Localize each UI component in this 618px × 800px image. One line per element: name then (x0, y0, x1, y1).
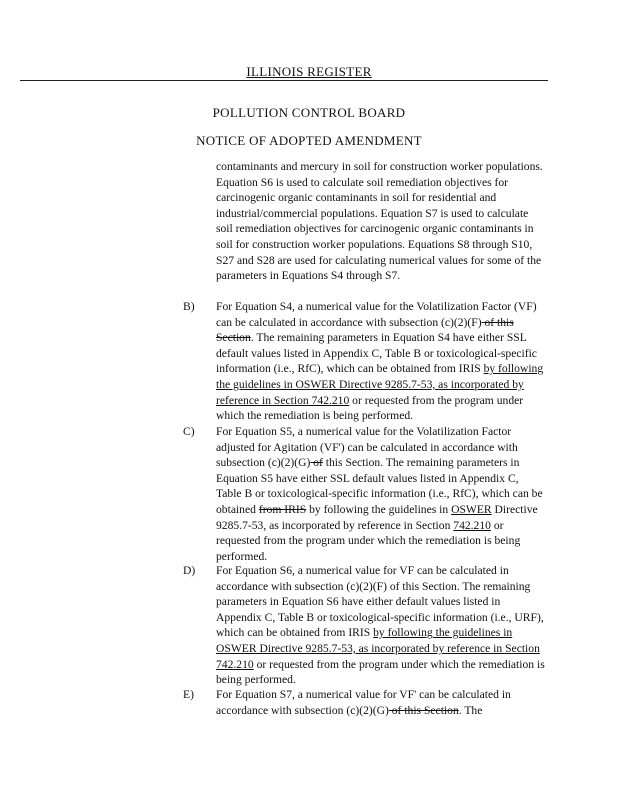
item-b-text-1: For Equation S4, a numerical value for the Volatilization Factor (VF) can be calculated in accordance with subsection (c)(2)(F) (216, 300, 537, 329)
item-b-text-3: or requested from the program under which the remediation is being performed. (216, 393, 524, 423)
notice-title: NOTICE OF ADOPTED AMENDMENT (196, 133, 422, 148)
item-c-deleted-1: of (310, 456, 323, 470)
item-b-inserted-1: by following the guidelines in OSWER Directive 9285.7-53, as incorporated by reference in Section 742.210 (216, 362, 544, 407)
item-e-deleted-1: of this Section (388, 703, 459, 717)
item-label-b: B) (183, 300, 195, 313)
item-c-text-2: this Section. The remaining parameters in Equation S5 have either SSL default values listed in Appendix C, Table B or toxicological-specific information (i.e., RfC), which can be obtained (216, 456, 543, 516)
item-d-paragraph (216, 563, 546, 688)
item-c-text-3: by following the guidelines in (306, 502, 452, 516)
item-c-inserted-2: 742.210 (453, 518, 491, 532)
item-c-text-1: For Equation S5, a numerical value for the Volatilization Factor adjusted for Agitation (VF') can be calculated in accordance with subsection (c)(2)(G) (216, 425, 518, 470)
item-e-text-1: For Equation S7, a numerical value for VF' can be calculated in accordance with subsection (c)(2)(G) (216, 688, 511, 717)
item-label-c: C) (183, 425, 195, 438)
item-d-text-2: or requested from the program under which the remediation is being performed. (216, 657, 545, 687)
header-rule (20, 80, 548, 81)
board-name: POLLUTION CONTROL BOARD (212, 105, 406, 120)
item-label-e: E) (183, 688, 194, 701)
item-d-inserted-1: by following the guidelines in OSWER Directive 9285.7-53, as incorporated by reference in Section 742.210 (216, 626, 540, 671)
register-title: ILLINOIS REGISTER (246, 64, 372, 79)
intro-paragraph: contaminants and mercury in soil for construction worker populations. Equation S6 is used to calculate soil remediation objectives for carcinogenic organic contaminants in soil for residential and industrial/commercial populations. Equation S7 is used to calculate soil remediation objectives for carcinogenic organic contaminants in soil for construction worker populations. Equations S8 through S10, S27 and S28 are used for calculating numerical values for some of the parameters in Equations S4 through S7. (216, 160, 543, 283)
item-e-text-2: . The (458, 703, 483, 717)
item-c-text-5: or requested from the program under which the remediation is being performed. (216, 518, 521, 563)
header-rule-right (510, 80, 548, 81)
item-c-deleted-2: from IRIS (258, 502, 307, 516)
item-b-paragraph (216, 299, 546, 424)
item-b-text-2: . The remaining parameters in Equation S4 have either SSL default values listed in Appendix C, Table B or toxicological-specific information (i.e., RfC), which can be obtained from IRIS (216, 331, 537, 376)
item-c-inserted-1: OSWER (451, 502, 492, 516)
item-label-d: D) (183, 564, 196, 577)
item-c-paragraph (216, 424, 546, 564)
item-e-paragraph (216, 687, 546, 718)
item-c-text-4: Directive 9285.7-53, as incorporated by reference in Section (216, 502, 538, 532)
item-b-deleted-1: of this Section (216, 315, 514, 345)
item-d-text-1: For Equation S6, a numerical value for VF can be calculated in accordance with subsection (c)(2)(F) of this Section. The remaining parameters in Equation S6 have either default values listed in Appendix C, Table B or toxicological-specific information (i.e., URF), which can be obtained from IRIS (216, 564, 544, 640)
